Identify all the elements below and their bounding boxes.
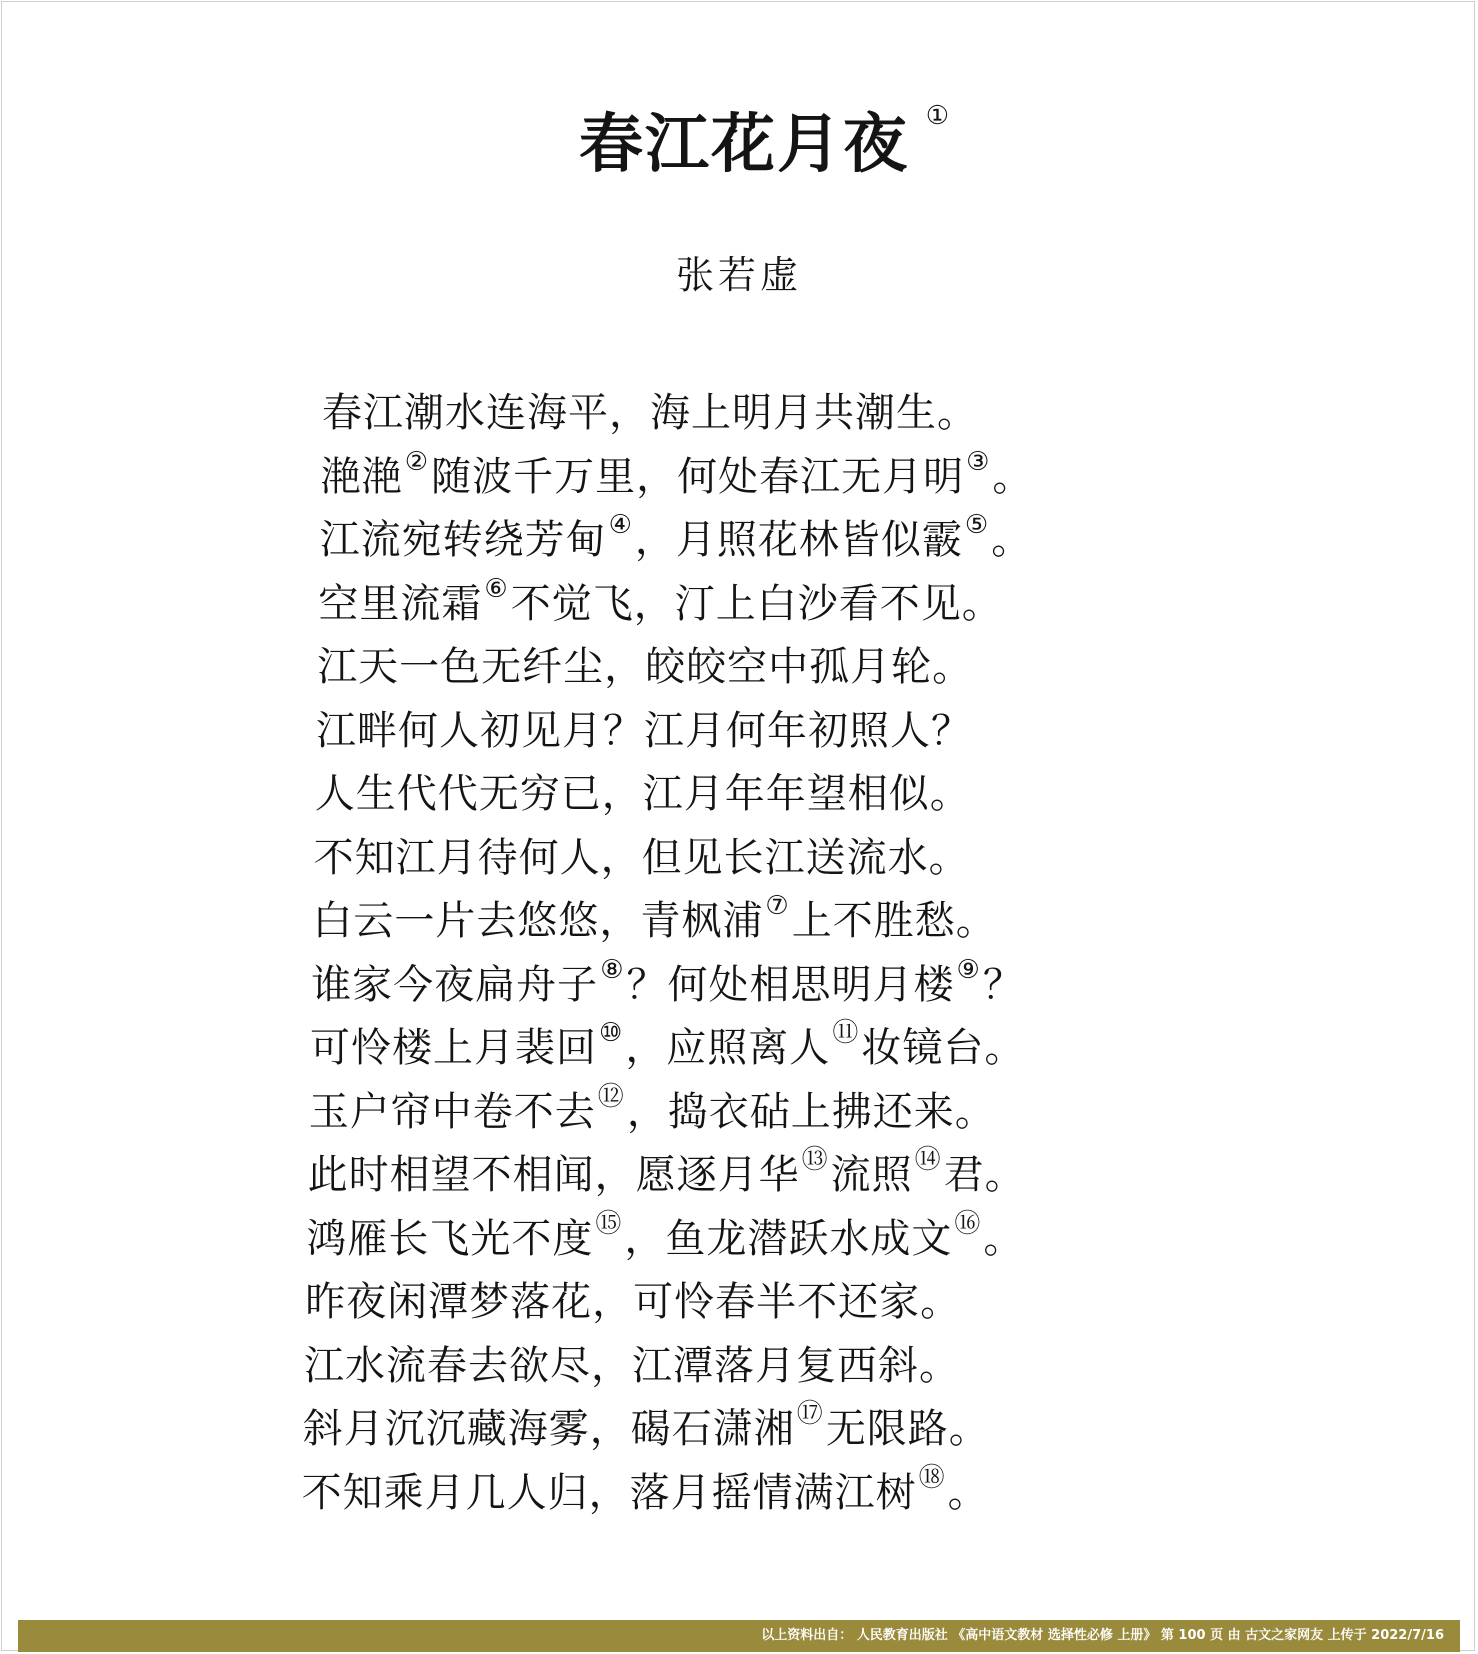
poem-line xyxy=(303,1396,990,1462)
poem-text: 流照 xyxy=(830,1152,913,1198)
title-block xyxy=(0,101,1478,185)
poem-text: 江天一色无纤尘，皎皎空中孤月轮。 xyxy=(317,644,974,690)
poem-text: ，月照花林皆似霰 xyxy=(634,517,963,563)
poem-text: 可怜楼上月裴回 xyxy=(310,1025,597,1071)
poem-line xyxy=(302,1460,989,1526)
footnote-marker: ⑱ xyxy=(918,1462,946,1493)
poem-text: 谁家今夜扁舟子 xyxy=(311,961,599,1008)
poem-text: 鸿雁长飞光不度 xyxy=(306,1215,594,1262)
poem-line xyxy=(317,634,973,700)
poem-text: 。 xyxy=(991,517,1033,563)
poem-title xyxy=(579,101,951,185)
poem-text: 随波千万里，何处春江无月明 xyxy=(431,453,965,500)
poem-text: 江流宛转绕芳甸 xyxy=(319,517,607,563)
poem-text: 斜月沉沉藏海雾，碣石潇湘 xyxy=(302,1406,795,1452)
poem-text: 妆镜台。 xyxy=(861,1025,1026,1071)
footnote-marker: ⑥ xyxy=(484,573,509,604)
footnote-marker: ③ xyxy=(966,446,991,477)
poem-line xyxy=(316,698,972,764)
poem-text: 江水流春去欲尽，江潭落月复西斜。 xyxy=(304,1342,960,1389)
poem-text: 无限路。 xyxy=(825,1406,990,1452)
poem-text: 春江潮水连海平，海上明月共潮生。 xyxy=(322,390,978,436)
poem-text: 江畔何人初见月？江月何年初照人？ xyxy=(316,707,972,754)
footnote-marker: ⑨ xyxy=(956,954,981,985)
footnote-marker: ⑪ xyxy=(832,1018,860,1048)
footnote-marker: ② xyxy=(404,446,430,477)
footnote-marker: ⑭ xyxy=(914,1145,942,1175)
poem-line xyxy=(310,1015,1025,1081)
title-footnote-marker: ① xyxy=(925,101,951,131)
poem-text: 滟滟 xyxy=(320,453,403,500)
poem-text: ？何处相思明月楼 xyxy=(626,961,955,1008)
footnote-marker: ⑧ xyxy=(600,954,625,985)
source-footer: 以上资料出自： 人民教育出版社 《高中语文教材 选择性必修 上册》 第 100 页 由 古文之家网友 上传于 2022/7/16 xyxy=(18,1620,1460,1652)
poem-text: 玉户帘中卷不去 xyxy=(308,1088,596,1135)
footnote-marker: ⑯ xyxy=(954,1208,982,1239)
poem-line xyxy=(309,1079,996,1145)
poem-text: 人生代代无穷已，江月年年望相似。 xyxy=(314,771,971,817)
poem-line xyxy=(305,1269,961,1335)
poem-text: ，鱼龙潜跃水成文 xyxy=(624,1215,953,1262)
poem-line xyxy=(318,571,1002,637)
poem-line xyxy=(314,825,970,891)
poem-line xyxy=(322,380,978,446)
poem-line xyxy=(306,1206,1024,1272)
poem-line xyxy=(311,952,1024,1018)
footnote-marker: ⑤ xyxy=(964,510,990,540)
poem-text: 。 xyxy=(947,1469,989,1516)
footnote-marker: ⑮ xyxy=(595,1208,623,1239)
poem-line xyxy=(320,507,1033,573)
poem-line xyxy=(312,888,996,954)
poem-text: 昨夜闲潭梦落花，可怜春半不还家。 xyxy=(305,1279,962,1325)
poem-text: 空里流霜 xyxy=(318,580,483,627)
poem-text: 此时相望不相闻，愿逐月华 xyxy=(307,1152,800,1198)
poem-text: 不知江月待何人，但见长江送流水。 xyxy=(313,834,970,881)
footnote-marker: ④ xyxy=(608,510,633,540)
poem-text: ？ xyxy=(982,961,1024,1008)
poem-title-text: 春江花月夜 xyxy=(579,107,909,182)
poem-line xyxy=(304,1333,960,1399)
poem-line xyxy=(315,761,971,827)
poem-line xyxy=(308,1142,1026,1208)
footnote-marker: ⑬ xyxy=(801,1145,829,1175)
poem-text: 不知乘月几人归，落月摇情满江树 xyxy=(301,1469,917,1516)
poem-text: 上不胜愁。 xyxy=(791,898,997,944)
poem-author: 张若虚 xyxy=(675,253,802,297)
poem-text: 白云一片去悠悠，青枫浦 xyxy=(312,898,764,944)
poem-text: ，捣衣砧上拂还来。 xyxy=(626,1088,996,1135)
footnote-marker: ⑫ xyxy=(597,1081,625,1112)
poem-text: 不觉飞，汀上白沙看不见。 xyxy=(510,580,1003,627)
footnote-marker: ⑩ xyxy=(599,1018,624,1048)
poem-text: 君。 xyxy=(943,1152,1026,1198)
poem-text: 。 xyxy=(983,1215,1025,1262)
footnote-marker: ⑦ xyxy=(765,891,790,921)
poem-text: ，应照离人 xyxy=(625,1025,831,1071)
poem-line xyxy=(321,444,1034,510)
footnote-marker: ⑰ xyxy=(796,1399,824,1429)
poem-text: 。 xyxy=(992,453,1034,500)
